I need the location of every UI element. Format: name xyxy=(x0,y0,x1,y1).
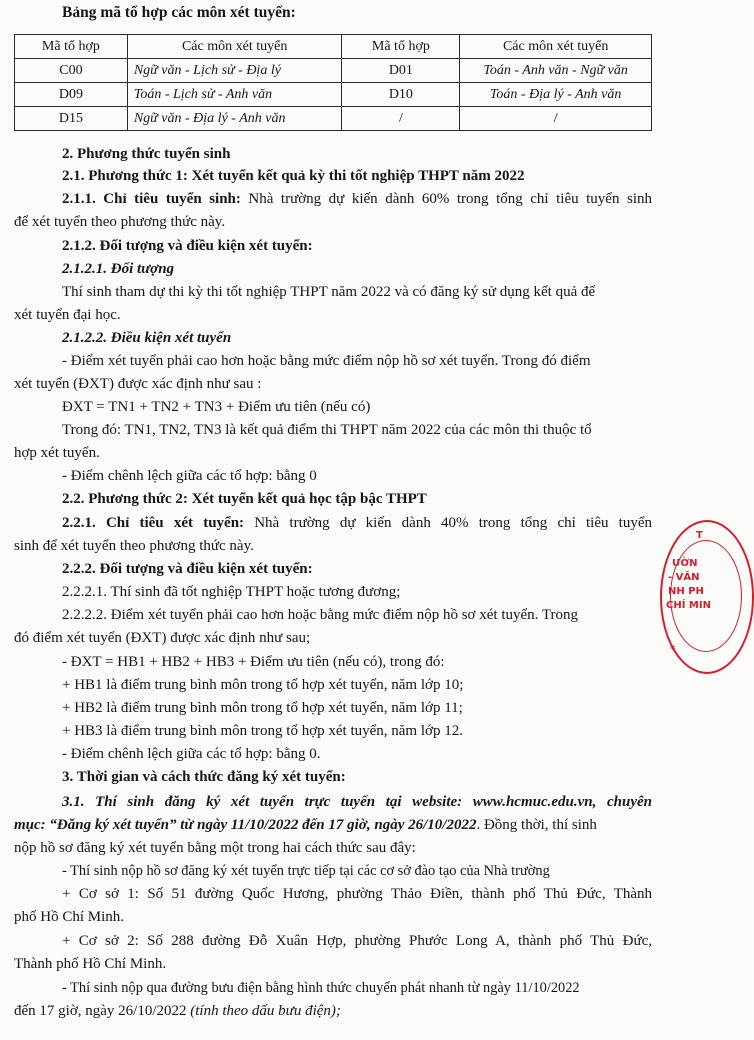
table-row xyxy=(15,83,652,107)
section-2-2-heading: 2.2. Phương thức 2: Xét tuyển kết quả học tập bậc THPT xyxy=(62,491,427,507)
table-cell: D15 xyxy=(15,107,128,131)
seal-text: ƯỜN xyxy=(672,558,698,569)
campus-2-line: + Cơ sở 2: Số 288 đường Đỗ Xuân Hợp, phường Phước Long A, thành phố Thủ Đức, xyxy=(62,933,652,949)
paragraph-line: để xét tuyển theo phương thức này. xyxy=(14,214,226,230)
table-header: Mã tổ hợp xyxy=(342,35,460,59)
seal-text: * xyxy=(670,644,676,655)
official-seal-stamp xyxy=(656,520,716,680)
table-cell: Toán - Anh văn - Ngữ văn xyxy=(460,59,652,83)
table-cell: Toán - Lịch sử - Anh văn xyxy=(127,83,342,107)
section-3-heading: 3. Thời gian và cách thức đăng ký xét tuyển: xyxy=(62,769,346,785)
section-2-2-2-heading: 2.2.2. Đối tượng và điều kiện xét tuyển: xyxy=(62,561,313,577)
table-cell: Toán - Địa lý - Anh văn xyxy=(460,83,652,107)
table-cell: D01 xyxy=(342,59,460,83)
section-2-1-2-2-heading: 2.1.2.2. Điều kiện xét tuyển xyxy=(62,330,232,346)
section-2-2-1-label: 2.2.1. Chỉ tiêu xét tuyển: xyxy=(62,515,245,531)
seal-text: NH PH xyxy=(668,586,704,597)
seal-text: T xyxy=(696,530,703,541)
section-3-1-line-2 xyxy=(14,815,597,835)
seal-text: CHÍ MIN xyxy=(666,600,711,611)
table-cell: Ngữ văn - Lịch sử - Địa lý xyxy=(127,59,342,83)
table-cell: / xyxy=(460,107,652,131)
table-cell: Ngữ văn - Địa lý - Anh văn xyxy=(127,107,342,131)
formula-line: ĐXT = TN1 + TN2 + TN3 + Điểm ưu tiên (nếu có) xyxy=(62,399,371,415)
paragraph-line: Thí sinh tham dự thi kỳ thi tốt nghiệp THPT năm 2022 và có đăng ký sử dụng kết quả để xyxy=(62,284,596,300)
paragraph-line: - Thí sinh nộp hồ sơ đăng ký xét tuyển trực tiếp tại các cơ sở đào tạo của Nhà trường xyxy=(62,863,550,879)
table-row xyxy=(15,107,652,131)
paragraph-line: Thành phố Hồ Chí Minh. xyxy=(14,956,167,972)
list-item: + HB2 là điểm trung bình môn trong tổ hợp xét tuyển, năm lớp 11; xyxy=(62,700,463,716)
table-title: Bảng mã tổ hợp các môn xét tuyển: xyxy=(62,4,296,21)
table-cell: D10 xyxy=(342,83,460,107)
paragraph-line: xét tuyển đại học. xyxy=(14,307,121,323)
paragraph-line: Trong đó: TN1, TN2, TN3 là kết quả điểm thi THPT năm 2022 của các môn thi thuộc tổ xyxy=(62,422,592,438)
section-2-1-heading: 2.1. Phương thức 1: Xét tuyển kết quả kỳ thi tốt nghiệp THPT năm 2022 xyxy=(62,168,525,184)
section-2-1-1-line xyxy=(62,189,652,209)
formula-line: - ĐXT = HB1 + HB2 + HB3 + Điểm ưu tiên (nếu có), trong đó: xyxy=(62,654,445,670)
paragraph-line: hợp xét tuyển. xyxy=(14,445,100,461)
list-item: + HB1 là điểm trung bình môn trong tổ hợp xét tuyển, năm lớp 10; xyxy=(62,677,464,693)
paragraph-line: xét tuyển (ĐXT) được xác định như sau : xyxy=(14,376,262,392)
paragraph-line: nộp hồ sơ đăng ký xét tuyển bằng một trong hai cách thức sau đây: xyxy=(14,840,416,856)
section-2-1-2-heading: 2.1.2. Đối tượng và điều kiện xét tuyển: xyxy=(62,238,313,254)
paragraph-line: sinh để xét tuyển theo phương thức này. xyxy=(14,538,254,554)
postal-line xyxy=(14,1001,341,1021)
section-2-heading: 2. Phương thức tuyển sinh xyxy=(62,146,231,162)
table-header: Các môn xét tuyển xyxy=(127,35,342,59)
campus-1-line: + Cơ sở 1: Số 51 đường Quốc Hương, phường Thảo Điền, thành phố Thủ Đức, Thành xyxy=(62,886,652,902)
paragraph-line: - Thí sinh nộp qua đường bưu điện bằng hình thức chuyển phát nhanh từ ngày 11/10/2022 xyxy=(62,980,580,996)
paragraph-line: phố Hồ Chí Minh. xyxy=(14,909,125,925)
section-3-1-line: 3.1. Thí sinh đăng ký xét tuyển trực tuyến tại website: www.hcmuc.edu.vn, chuyên xyxy=(62,794,652,810)
paragraph-line: đó điểm xét tuyển (ĐXT) được xác định như sau; xyxy=(14,630,311,646)
seal-text: - VĂN xyxy=(668,572,700,583)
paragraph-line: 2.2.2.1. Thí sinh đã tốt nghiệp THPT hoặc tương đương; xyxy=(62,584,401,600)
section-2-2-1-text: Nhà trường dự kiến dành 40% trong tổng chỉ tiêu tuyển xyxy=(244,515,652,531)
table-header-row xyxy=(15,35,652,59)
section-2-1-1-label: 2.1.1. Chỉ tiêu tuyển sinh: xyxy=(62,191,241,207)
paragraph-line: - Điểm xét tuyển phải cao hơn hoặc bằng mức điểm nộp hồ sơ xét tuyển. Trong đó điểm xyxy=(62,353,591,369)
table-cell: / xyxy=(342,107,460,131)
section-2-1-2-1-heading: 2.1.2.1. Đối tượng xyxy=(62,261,175,277)
table-header: Các môn xét tuyển xyxy=(460,35,652,59)
subject-combination-table xyxy=(14,34,652,131)
section-2-1-1-text: Nhà trường dự kiến dành 60% trong tổng chỉ tiêu tuyển sinh xyxy=(240,191,652,207)
list-item: + HB3 là điểm trung bình môn trong tổ hợp xét tuyển, năm lớp 12. xyxy=(62,723,463,739)
table-row xyxy=(15,59,652,83)
table-cell: C00 xyxy=(15,59,128,83)
table-header: Mã tổ hợp xyxy=(15,35,128,59)
postal-dates: đến 17 giờ, ngày 26/10/2022 xyxy=(14,1003,191,1019)
paragraph-line: - Điểm chênh lệch giữa các tổ hợp: bằng 0. xyxy=(62,746,321,762)
section-3-1-tail: . Đồng thời, thí sinh xyxy=(476,817,597,833)
paragraph-line: 2.2.2.2. Điểm xét tuyển phải cao hơn hoặc bằng mức điểm nộp hồ sơ xét tuyển. Trong xyxy=(62,607,578,623)
table-cell: D09 xyxy=(15,83,128,107)
section-2-2-1-line xyxy=(62,513,652,533)
section-3-1-dates: mục: “Đăng ký xét tuyển” từ ngày 11/10/2022 đến 17 giờ, ngày 26/10/2022 xyxy=(14,817,477,833)
postal-note: (tính theo dấu bưu điện); xyxy=(190,1003,341,1019)
paragraph-line: - Điểm chênh lệch giữa các tổ hợp: bằng 0 xyxy=(62,468,317,484)
